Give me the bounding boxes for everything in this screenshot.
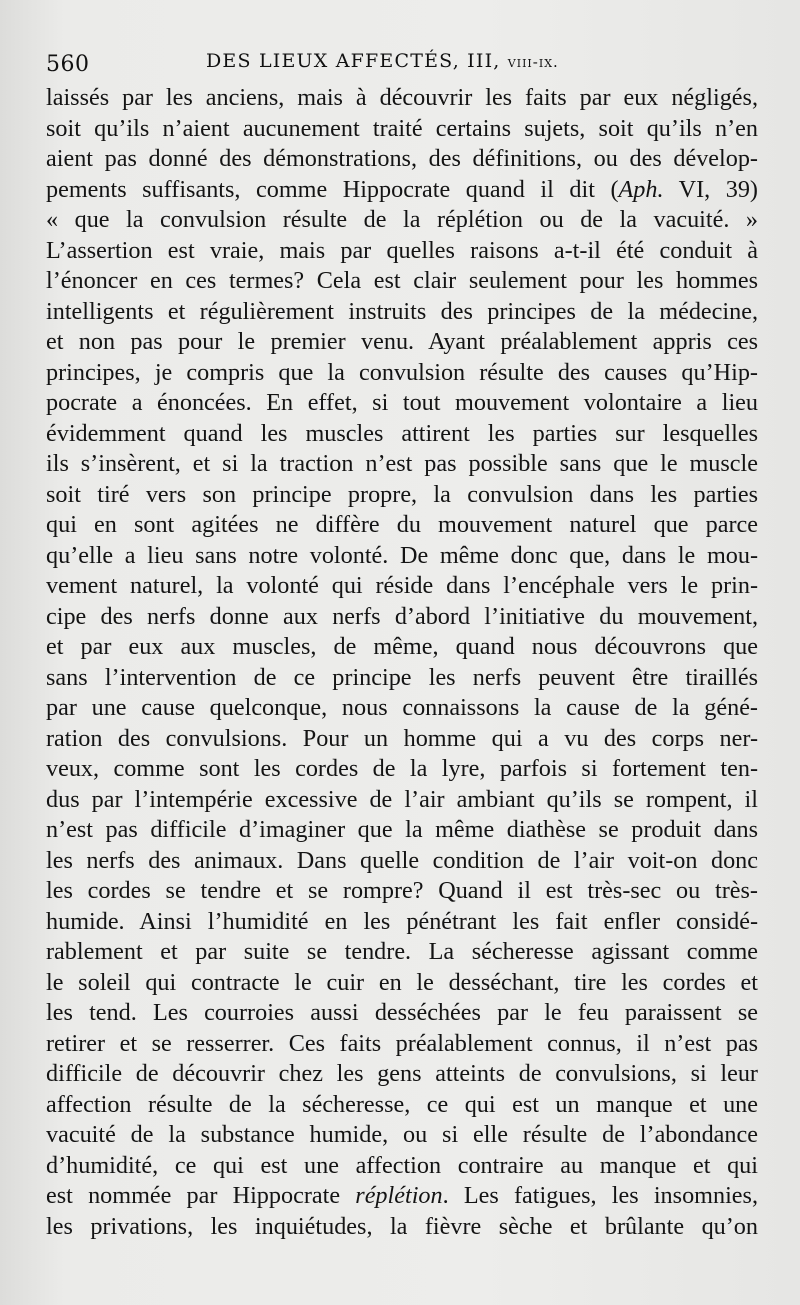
text-line: cipe des nerfs donne aux nerfs d’abord l’initiative du mouvement,: [46, 602, 758, 630]
text-line: les privations, les inquiétudes, la fièvre sèche et brûlante qu’on: [46, 1212, 758, 1240]
text-segment: . Les fatigues, les insomnies,: [442, 1182, 758, 1209]
text-line: [46, 1181, 758, 1212]
text-line: les nerfs des animaux. Dans quelle condition de l’air voit-on donc: [46, 846, 758, 874]
text-line: veux, comme sont les cordes de la lyre, parfois si fortement ten-: [46, 755, 758, 782]
running-title: [206, 50, 559, 72]
text-line: n’est pas difficile d’imaginer que la même diathèse se produit dans: [46, 816, 758, 843]
text-line: ils s’insèrent, et si la traction n’est pas possible sans que le muscle: [46, 450, 758, 477]
text-line: [46, 175, 758, 206]
text-line: soit tiré vers son principe propre, la convulsion dans les parties: [46, 480, 758, 508]
text-line: pocrate a énoncées. En effet, si tout mouvement volontaire a lieu: [46, 389, 758, 416]
aphorism-reference: Aph.: [618, 175, 664, 203]
text-line: l’énoncer en ces termes? Cela est clair seulement pour les hommes: [46, 267, 758, 294]
text-line: rablement et par suite se tendre. La sécheresse agissant comme: [46, 938, 758, 965]
repletion-term: réplétion: [355, 1182, 443, 1209]
body-text: [46, 83, 758, 1242]
page-header: [46, 46, 746, 78]
text-line: L’assertion est vraie, mais par quelles raisons a-t-il été conduit à: [46, 236, 758, 264]
text-line: vacuité de la substance humide, ou si elle résulte de l’abondance: [46, 1121, 758, 1148]
text-line: laissés par les anciens, mais à découvrir les faits par eux négligés,: [46, 84, 758, 111]
text-line: qui en sont agitées ne diffère du mouvement naturel que parce: [46, 511, 758, 538]
text-line: soit qu’ils n’aient aucunement traité certains sujets, soit qu’ils n’en: [46, 114, 758, 142]
text-line: vement naturel, la volonté qui réside dans l’encéphale vers le prin-: [46, 572, 758, 599]
text-line: qu’elle a lieu sans notre volonté. De même donc que, dans le mou-: [46, 541, 758, 569]
text-line: les cordes se tendre et se rompre? Quand il est très-sec ou très-: [46, 877, 758, 904]
text-line: et par eux aux muscles, de même, quand nous découvrons que: [46, 633, 758, 660]
text-line: intelligents et régulièrement instruits des principes de la médecine,: [46, 297, 758, 325]
text-line: humide. Ainsi l’humidité en les pénétrant les fait enfler considé-: [46, 907, 758, 935]
text-line: affection résulte de la sécheresse, ce qui est un manque et une: [46, 1090, 758, 1118]
text-line: et non pas pour le premier venu. Ayant préalablement appris ces: [46, 328, 758, 355]
text-line: ration des convulsions. Pour un homme qui a vu des corps ner-: [46, 724, 758, 752]
text-line: principes, je compris que la convulsion résulte des causes qu’Hip-: [46, 358, 758, 386]
text-line: « que la convulsion résulte de la réplétion ou de la vacuité. »: [46, 206, 758, 233]
running-title-section: viii-ix.: [507, 53, 559, 71]
page-number: 560: [46, 52, 90, 77]
text-line: sans l’intervention de ce principe les nerfs peuvent être tiraillés: [46, 663, 758, 691]
text-line: évidemment quand les muscles attirent les parties sur lesquelles: [46, 419, 758, 447]
aphorism-number: VI, 39): [663, 175, 758, 203]
text-line: dus par l’intempérie excessive de l’air ambiant qu’ils se rompent, il: [46, 785, 758, 813]
running-title-main: DES LIEUX AFFECTÉS, III,: [206, 50, 501, 72]
text-segment: pements suffisants, comme Hippocrate quand il dit (: [46, 175, 619, 203]
text-line: aient pas donné des démonstrations, des définitions, ou des dévelop-: [46, 145, 758, 172]
text-line: d’humidité, ce qui est une affection contraire au manque et qui: [46, 1151, 758, 1179]
text-line: par une cause quelconque, nous connaissons la cause de la géné-: [46, 694, 758, 721]
text-line: retirer et se resserrer. Ces faits préalablement connus, il n’est pas: [46, 1029, 758, 1057]
text-line: difficile de découvrir chez les gens atteints de convulsions, si leur: [46, 1060, 758, 1087]
text-line: les tend. Les courroies aussi desséchées par le feu paraissent se: [46, 999, 758, 1026]
text-segment: est nommée par Hippocrate: [46, 1182, 356, 1209]
text-line: le soleil qui contracte le cuir en le desséchant, tire les cordes et: [46, 968, 758, 996]
